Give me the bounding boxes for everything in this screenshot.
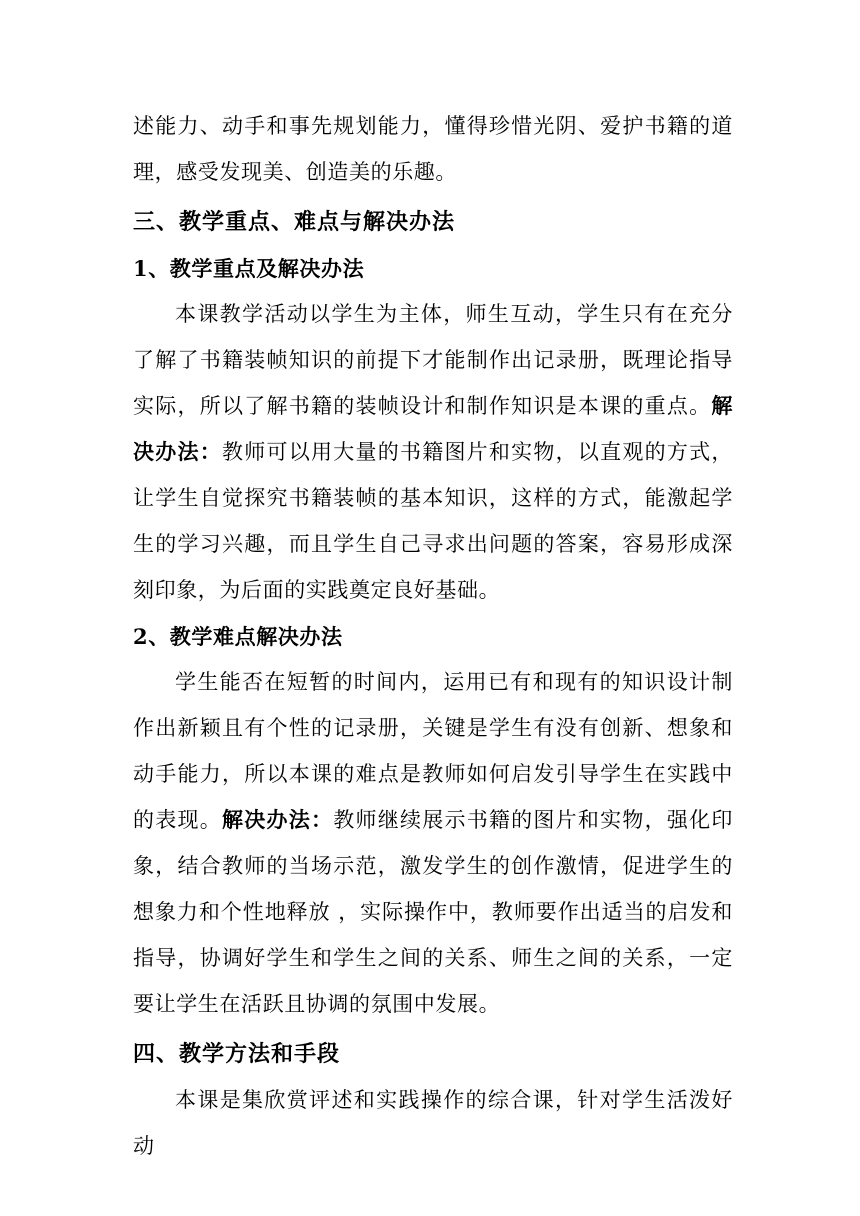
subsection-2-solution-text: 教师继续展示书籍的图片和实物，强化印象，结合教师的当场示范，激发学生的创作激情，促进学生的想象力和个性地释放 ，实际操作中，教师要作出适当的启发和指导，协调好学生和学生之间的关系、师生之间的关系，一定要让学生在活跃且协调的氛围中发展。	[133, 808, 733, 1016]
document-body	[133, 103, 733, 1169]
section-4-paragraph: 本课是集欣赏评述和实践操作的综合课，针对学生活泼好动	[133, 1088, 733, 1158]
subsection-2-paragraph	[133, 659, 733, 1027]
subsection-1-paragraph	[133, 291, 733, 613]
subsection-2-text: 学生能否在短暂的时间内，运用已有和现有的知识设计制作出新颖且有个性的记录册，关键是学生有没有创新、想象和动手能力，所以本课的难点是教师如何启发引导学生在实践中的表现。	[133, 670, 733, 832]
section-4-heading: 四、教学方法和手段	[133, 1041, 341, 1067]
subsection-2-heading: 2、教学难点解决办法	[133, 624, 343, 649]
subsection-1-heading: 1、教学重点及解决办法	[133, 256, 365, 281]
subsection-2-solution-label: 解决办法：	[221, 807, 334, 832]
subsection-1-text: 本课教学活动以学生为主体，师生互动，学生只有在充分了解了书籍装帧知识的前提下才能制作出记录册，既理论指导实际，所以了解书籍的装帧设计和制作知识是本课的重点。	[133, 302, 733, 418]
intro-paragraph: 述能力、动手和事先规划能力，懂得珍惜光阴、爱护书籍的道理，感受发现美、创造美的乐趣。	[133, 114, 733, 184]
subsection-1-solution-text: 教师可以用大量的书籍图片和实物，以直观的方式，让学生自觉探究书籍装帧的基本知识，这样的方式，能激起学生的学习兴趣，而且学生自己寻求出问题的答案，容易形成深刻印象，为后面的实践奠定良好基础。	[133, 440, 733, 602]
subsection-1-solution-label: 解决办法：	[133, 393, 733, 464]
section-3-heading: 三、教学重点、难点与解决办法	[133, 209, 456, 235]
